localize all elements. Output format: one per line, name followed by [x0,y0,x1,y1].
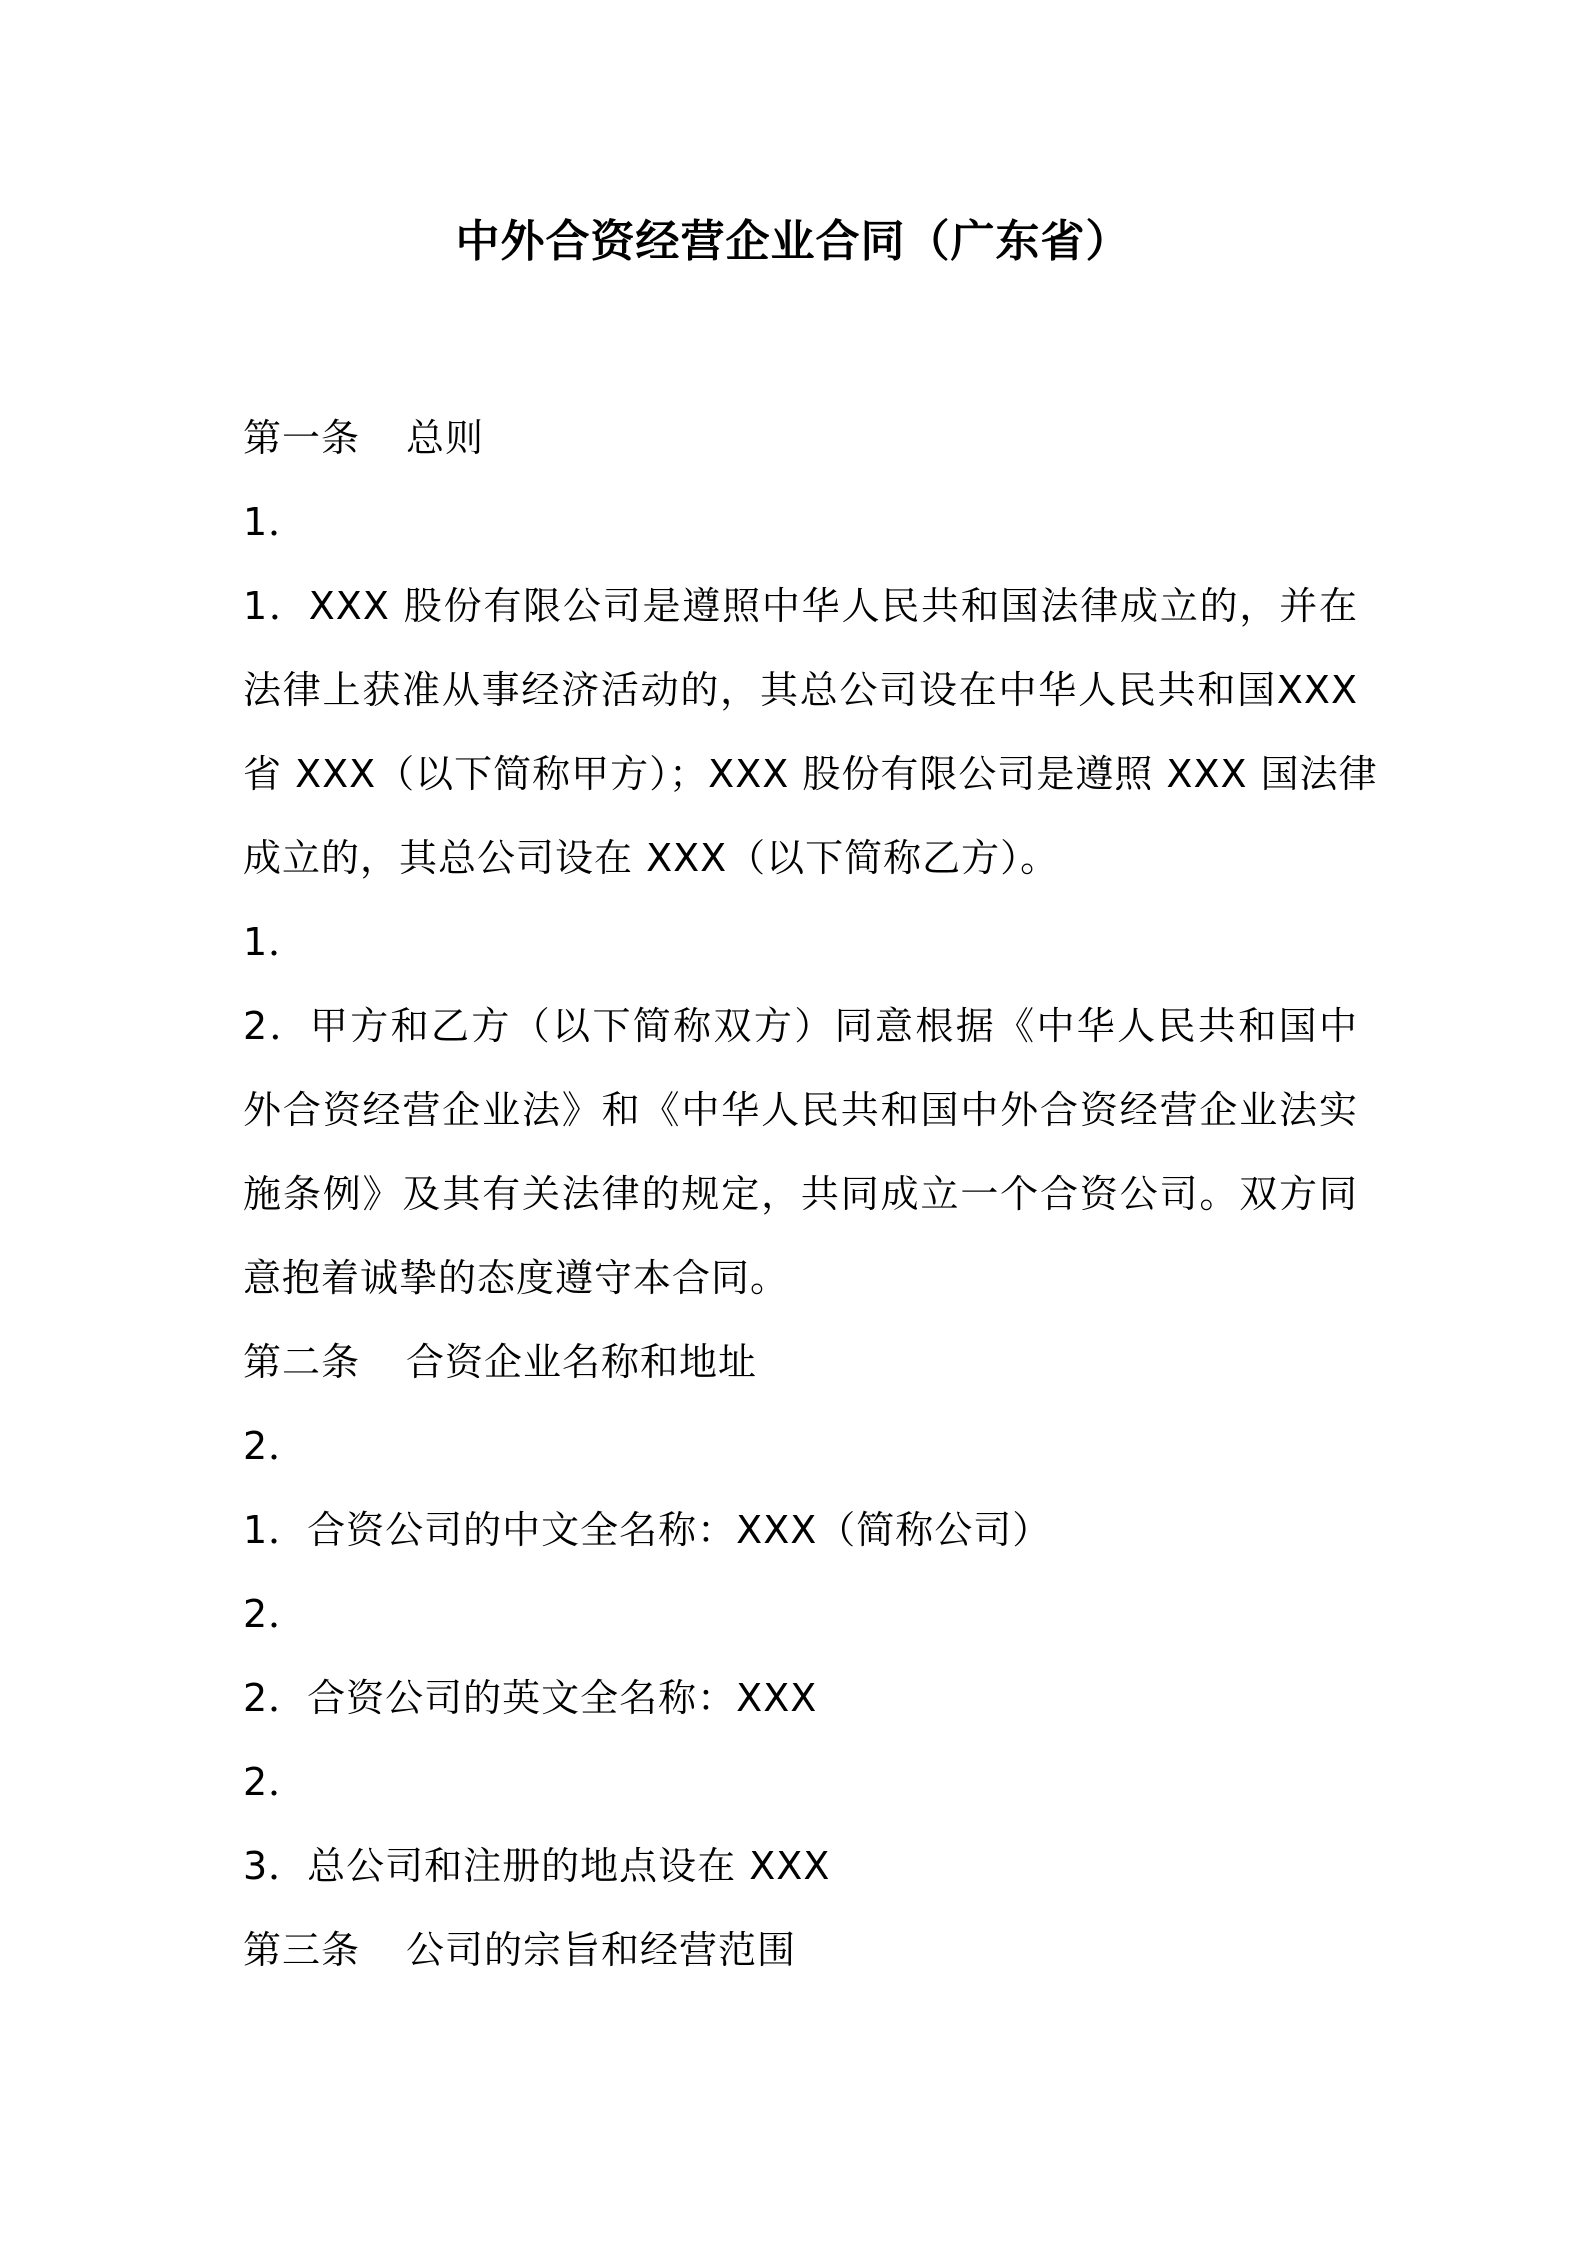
section-heading-1 [243,410,1358,466]
paragraph-line: 2．合资公司的英文全名称：XXX [243,1676,818,1720]
paragraph-line: 1．合资公司的中文全名称：XXX（简称公司） [243,1508,1052,1552]
document-title: 中外合资经营企业合同（广东省） [455,216,1131,267]
section-heading-2 [243,1334,1358,1390]
paragraph-line: 2．甲方和乙方（以下简称双方）同意根据《中华人民共和国中 [243,1004,1358,1048]
paragraph-line: 意抱着诚挚的态度遵守本合同。 [243,1256,790,1300]
paragraph-line: 施条例》及其有关法律的规定，共同成立一个合资公司。双方同 [243,1172,1358,1216]
article-number: 第三条 [243,1928,361,1972]
paragraph-line: 1．XXX 股份有限公司是遵照中华人民共和国法律成立的，并在 [243,584,1358,628]
paragraph-line: 3．总公司和注册的地点设在 XXX [243,1844,831,1888]
article-heading: 公司的宗旨和经营范围 [406,1928,797,1972]
article-heading: 总则 [406,416,485,460]
article-number: 第一条 [243,416,361,460]
paragraph-line: 成立的，其总公司设在 XXX（以下简称乙方）。 [243,836,1060,880]
paragraph-line: 省 XXX（以下简称甲方）；XXX 股份有限公司是遵照 XXX 国法律 [243,752,1378,796]
clause-number: 2． [243,1592,308,1636]
paragraph-line: 法律上获准从事经济活动的，其总公司设在中华人民共和国XXX [243,668,1358,712]
article-number: 第二条 [243,1340,361,1384]
article-heading: 合资企业名称和地址 [406,1340,758,1384]
clause-number: 2． [243,1760,308,1804]
clause-number: 1． [243,500,308,544]
paragraph-line: 外合资经营企业法》和《中华人民共和国中外合资经营企业法实 [243,1088,1358,1132]
clause-number: 1． [243,920,308,964]
clause-number: 2． [243,1424,308,1468]
section-heading-3 [243,1922,1358,1978]
